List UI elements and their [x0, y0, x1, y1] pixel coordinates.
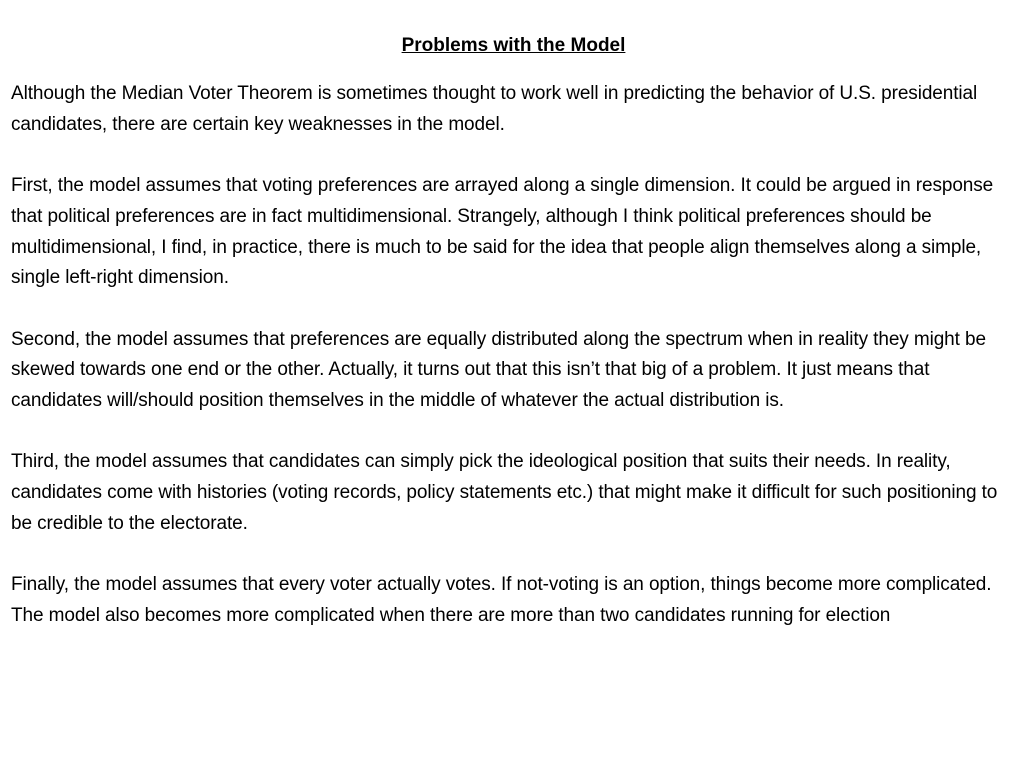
paragraph-third: Third, the model assumes that candidates can simply pick the ideological position that suits their needs. In reality, candidates come with histories (voting records, policy statements etc.) that might make it difficult for such positioning to be credible to the electorate. — [11, 451, 998, 534]
paragraph-second: Second, the model assumes that preferences are equally distributed along the spectrum when in reality they might be skewed towards one end or the other. Actually, it turns out that this isn’t that big of a problem. It just means that candidates will/should position themselves in the middle of whatever the actual distribution is. — [11, 328, 986, 411]
paragraph-finally: Finally, the model assumes that every voter actually votes. If not-voting is an option, things become more complicated. The model also becomes more complicated when there are more than two candidates running for election — [11, 574, 992, 626]
paragraph-intro: Although the Median Voter Theorem is sometimes thought to work well in predicting the behavior of U.S. presidential candidates, there are certain key weaknesses in the model. — [11, 83, 978, 135]
paragraph-first: First, the model assumes that voting preferences are arrayed along a single dimension. It could be argued in response that political preferences are in fact multidimensional. Strangely, although I think political preferences should be multidimensional, I find, in practice, there is much to be said for the idea that people align themselves along a simple, single left-right dimension. — [11, 175, 994, 289]
slide-title: Problems with the Model — [401, 35, 626, 56]
